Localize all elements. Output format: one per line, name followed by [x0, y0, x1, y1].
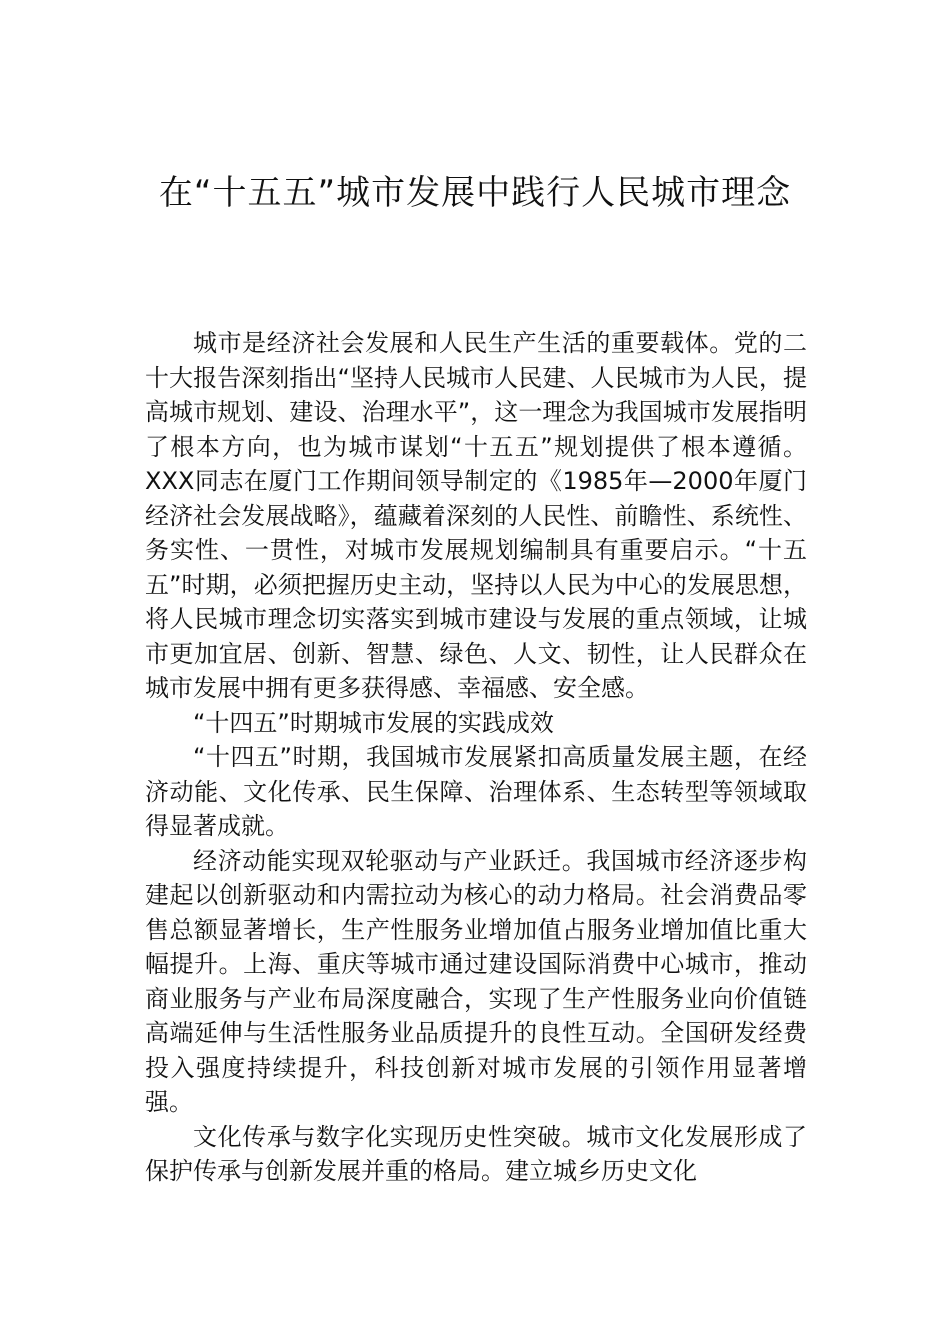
intro-paragraph: 城市是经济社会发展和人民生产生活的重要载体。党的二十大报告深刻指出“坚持人民城市人民建、人民城市为人民，提高城市规划、建设、治理水平”，这一理念为我国城市发展指明了根本方向，也为城市谋划“十五五”规划提供了根本遵循。XXX同志在厦门工作期间领导制定的《1985年—2000年厦门经济社会发展战略》，蕴藏着深刻的人民性、前瞻性、系统性、务实性、一贯性，对城市发展规划编制具有重要启示。“十五五”时期，必须把握历史主动，坚持以人民为中心的发展思想，将人民城市理念切实落实到城市建设与发展的重点领域，让城市更加宜居、创新、智慧、绿色、人文、韧性，让人民群众在城市发展中拥有更多获得感、幸福感、安全感。 — [145, 329, 807, 702]
economy-paragraph: 经济动能实现双轮驱动与产业跃迁。我国城市经济逐步构建起以创新驱动和内需拉动为核心的动力格局。社会消费品零售总额显著增长，生产性服务业增加值占服务业增加值比重大幅提升。上海、重庆等城市通过建设国际消费中心城市，推动商业服务与产业布局深度融合，实现了生产性服务业向价值链高端延伸与生活性服务业品质提升的良性互动。全国研发经费投入强度持续提升，科技创新对城市发展的引领作用显著增强。 — [145, 846, 807, 1116]
section-heading: “十四五”时期城市发展的实践成效 — [193, 708, 554, 737]
section-summary-paragraph: “十四五”时期，我国城市发展紧扣高质量发展主题，在经济动能、文化传承、民生保障、治理体系、生态转型等领域取得显著成就。 — [145, 743, 807, 840]
document-title: 在“十五五”城市发展中践行人民城市理念 — [158, 173, 792, 213]
document-body — [145, 326, 807, 1189]
culture-paragraph: 文化传承与数字化实现历史性突破。城市文化发展形成了保护传承与创新发展并重的格局。建立城乡历史文化 — [145, 1122, 807, 1185]
